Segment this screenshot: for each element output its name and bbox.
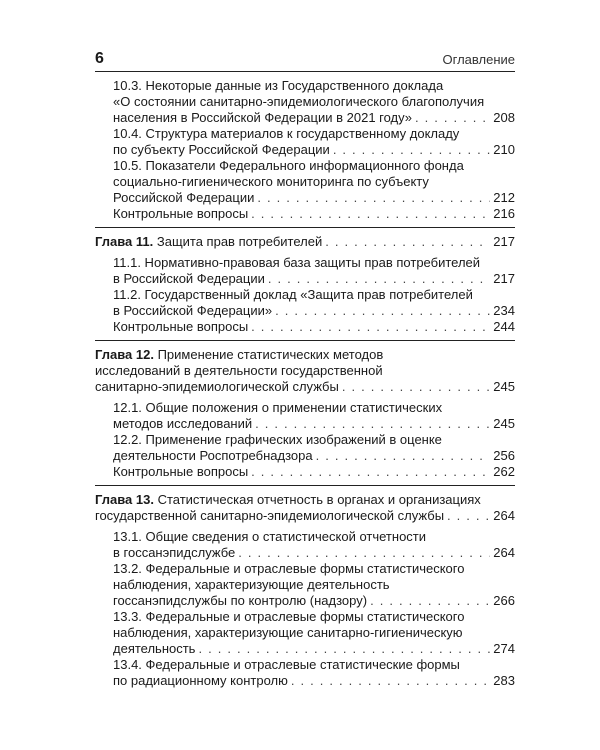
entry-line: Российской Федерации: [113, 190, 255, 205]
page-ref: 274: [493, 641, 515, 656]
toc-entry-11-2[interactable]: [95, 287, 515, 319]
header-rule: [95, 71, 515, 72]
running-head: Оглавление: [442, 52, 515, 67]
dot-leader: [316, 448, 491, 464]
dot-leader: [275, 303, 490, 319]
entry-line: населения в Российской Федерации в 2021 году»: [113, 110, 413, 125]
dot-leader: [268, 271, 490, 287]
page-ref: 245: [493, 416, 515, 431]
dot-leader: [257, 190, 490, 206]
entry-line: в Российской Федерации: [113, 271, 265, 286]
entry-line: Контрольные вопросы: [113, 206, 249, 221]
page-ref: 212: [493, 190, 515, 205]
entry-line: 10.4. Структура материалов к государственному докладу: [113, 126, 460, 141]
entry-line: 10.5. Показатели Федерального информационного фонда: [113, 158, 464, 173]
dot-leader: [342, 379, 490, 395]
toc-entry-10-5[interactable]: [95, 158, 515, 206]
toc-chapter-12[interactable]: [95, 347, 515, 395]
entry-line: в Российской Федерации»: [113, 303, 273, 318]
entry-line: 10.3. Некоторые данные из Государственного доклада: [113, 78, 444, 93]
entry-line: «О состоянии санитарно-эпидемиологического благополучия: [113, 94, 485, 109]
chapter-title-line: Применение статистических методов: [157, 347, 384, 362]
entry-line: наблюдения, характеризующие санитарно-гигиеническую: [113, 625, 463, 640]
page-header: [95, 50, 515, 70]
chapter-divider: [95, 340, 515, 341]
chapter-divider: [95, 227, 515, 228]
dot-leader: [333, 142, 490, 158]
chapter-title: Защита прав потребителей: [156, 234, 323, 249]
page-ref: 234: [493, 303, 515, 318]
entry-line: 13.1. Общие сведения о статистической отчетности: [113, 529, 427, 544]
dot-leader: [251, 206, 490, 222]
toc-entry-11-1[interactable]: [95, 255, 515, 287]
toc-chapter-11[interactable]: [95, 234, 515, 250]
dot-leader: [415, 110, 490, 126]
page-ref: 217: [493, 271, 515, 286]
chapter-label: Глава 11.: [95, 234, 154, 249]
toc-entry-13-3[interactable]: [95, 609, 515, 657]
toc-entry-control-questions-12[interactable]: [95, 464, 515, 480]
entry-line: Контрольные вопросы: [113, 319, 249, 334]
chapter-title-line: Статистическая отчетность в органах и организациях: [157, 492, 481, 507]
entry-line: социально-гигиенического мониторинга по субъекту: [113, 174, 429, 189]
chapter-title-line: государственной санитарно-эпидемиологической службы: [95, 508, 445, 523]
toc-entry-12-1[interactable]: [95, 400, 515, 432]
entry-line: 11.2. Государственный доклад «Защита прав потребителей: [113, 287, 473, 302]
table-of-contents: [95, 78, 515, 689]
dot-leader: [255, 416, 490, 432]
page-ref: 216: [493, 206, 515, 221]
entry-line: в госсанэпидслужбе: [113, 545, 236, 560]
toc-entry-13-1[interactable]: [95, 529, 515, 561]
toc-entry-control-questions-11[interactable]: [95, 319, 515, 335]
dot-leader: [251, 464, 490, 480]
dot-leader: [198, 641, 490, 657]
page-ref: 262: [493, 464, 515, 479]
toc-entry-12-2[interactable]: [95, 432, 515, 464]
toc-entry-13-2[interactable]: [95, 561, 515, 609]
chapter-title-line: санитарно-эпидемиологической службы: [95, 379, 339, 394]
entry-line: по радиационному контролю: [113, 673, 288, 688]
dot-leader: [325, 234, 490, 250]
page-ref: 208: [493, 110, 515, 125]
page-ref: 264: [493, 508, 515, 523]
entry-line: 12.1. Общие положения о применении статистических: [113, 400, 443, 415]
entry-line: Контрольные вопросы: [113, 464, 249, 479]
entry-line: 13.3. Федеральные и отраслевые формы статистического: [113, 609, 465, 624]
page-ref: 210: [493, 142, 515, 157]
page-ref: 244: [493, 319, 515, 334]
chapter-label: Глава 13.: [95, 492, 154, 507]
entry-line: 12.2. Применение графических изображений в оценке: [113, 432, 442, 447]
dot-leader: [251, 319, 490, 335]
page-ref: 217: [493, 234, 515, 249]
chapter-title-line: исследований в деятельности государственной: [95, 363, 383, 378]
toc-entry-10-4[interactable]: [95, 126, 515, 158]
dot-leader: [238, 545, 490, 561]
entry-line: наблюдения, характеризующие деятельность: [113, 577, 390, 592]
entry-line: методов исследований: [113, 416, 253, 431]
entry-line: 13.2. Федеральные и отраслевые формы статистического: [113, 561, 465, 576]
entry-line: 13.4. Федеральные и отраслевые статистические формы: [113, 657, 460, 672]
chapter-divider: [95, 485, 515, 486]
entry-line: по субъекту Российской Федерации: [113, 142, 330, 157]
toc-entry-control-questions-10[interactable]: [95, 206, 515, 222]
page-ref: 266: [493, 593, 515, 608]
chapter-label: Глава 12.: [95, 347, 154, 362]
entry-line: 11.1. Нормативно-правовая база защиты прав потребителей: [113, 255, 481, 270]
toc-entry-13-4[interactable]: [95, 657, 515, 689]
page-number: 6: [95, 50, 104, 67]
dot-leader: [370, 593, 490, 609]
entry-line: деятельности Роспотребнадзора: [113, 448, 313, 463]
toc-chapter-13[interactable]: [95, 492, 515, 524]
entry-line: госсанэпидслужбы по контролю (надзору): [113, 593, 368, 608]
page-ref: 283: [493, 673, 515, 688]
dot-leader: [291, 673, 490, 689]
entry-line: деятельность: [113, 641, 196, 656]
dot-leader: [447, 508, 490, 524]
page-ref: 256: [493, 448, 515, 463]
page-ref: 245: [493, 379, 515, 394]
toc-entry-10-3[interactable]: [95, 78, 515, 126]
page-ref: 264: [493, 545, 515, 560]
